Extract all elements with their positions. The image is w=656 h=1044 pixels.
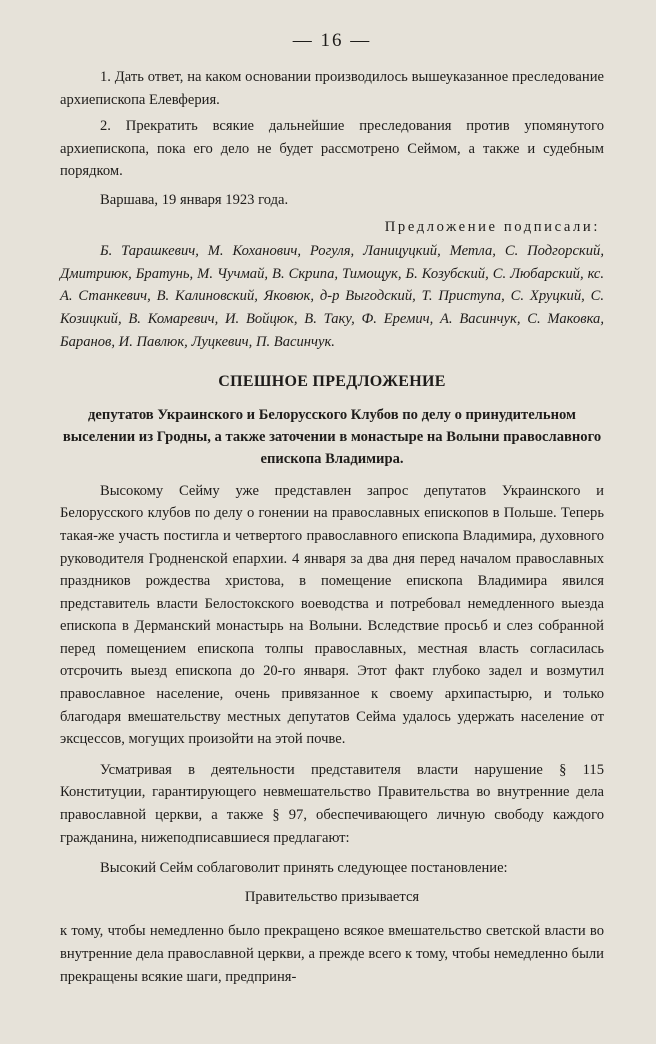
body-paragraph: Усматривая в деятельности представителя власти нарушение § 115 Конституции, гарантирующего невмешательство Правительства во внутренние дела православной церкви, а также § 97, обеспечивающего личную свободу каждого гражданина, нижеподписавшиеся предлагают:: [60, 761, 604, 846]
government-line: Правительство призывается: [244, 888, 420, 905]
section-subtitle: депутатов Украинского и Белорусского Клубов по делу о принудительном выселении из Гродны, а также заточении в монастыре на Волыни православного епископа Владимира.: [62, 406, 602, 467]
demand-paragraph: 1. Дать ответ, на каком основании производилось вышеуказанное преследование архиепископа Елевферия.: [60, 69, 604, 108]
signatories-list: Б. Тарашкевич, М. Коханович, Рогуля, Ланицуцкий, Метла, С. Подгорский, Дмитриюк, Братунь, М. Чучмай, В. Скрипа, Тимощук, Б. Козубский, С. Любарский, кс. А. Станкевич, В. Калиновский, Яковюк, д-р Выгодский, Т. Приступа, С. Хруцкий, С. Козицкий, В. Комаревич, И. Войцюк, В. Таку, Ф. Еремич, А. Васинчук, С. Маковка, Баранов, И. Павлюк, Луцкевич, П. Васинчук.: [60, 243, 604, 350]
final-paragraph: к тому, чтобы немедленно было прекращено всякое вмешательство светской власти во внутренние дела православной церкви, а прежде всего к тому, чтобы немедленно были прекращены всякие шаги, предприня-: [60, 923, 604, 985]
date-line: Варшава, 19 января 1923 года.: [100, 191, 289, 208]
section-title: СПЕШНОЕ ПРЕДЛОЖЕНИЕ: [218, 373, 446, 391]
document-body: [60, 66, 604, 988]
page-number: — 16 —: [292, 30, 372, 51]
demand-paragraph: 2. Прекратить всякие дальнейшие преследования против упомянутого архиепископа, пока его дело не будет рассмотрено Сеймом, а также и судебным порядком.: [60, 118, 604, 180]
resolution-line: Высокий Сейм соблаговолит принять следующее постановление:: [100, 860, 508, 877]
body-paragraph: Высокому Сейму уже представлен запрос депутатов Украинского и Белорусского клубов по делу о гонении на православных епископов в Польше. Теперь такая-же участь постигла и четвертого православного епископа Владимира, духовного руководителя Гродненской епархии. 4 января за два дня перед началом православных праздников рождества христова, в помещение епископа Владимира явился представитель власти Белостокского воеводства и потребовал немедленного выезда епископа в Дерманский монастырь на Волыни. Вследствие просьб и слез собранной перед помещением епископа толпы православных, местная власть согласилась отсрочить выезд епископа до 20-го января. Этот факт глубоко задел и возмутил православное население, очень привязанное к своему архипастырю, и только благодаря вмешательству местных депутатов Сейма удалось удержать население от эксцессов, могущих произойти на этой почве.: [60, 482, 604, 748]
signed-header: Предложение подписали:: [384, 218, 600, 235]
